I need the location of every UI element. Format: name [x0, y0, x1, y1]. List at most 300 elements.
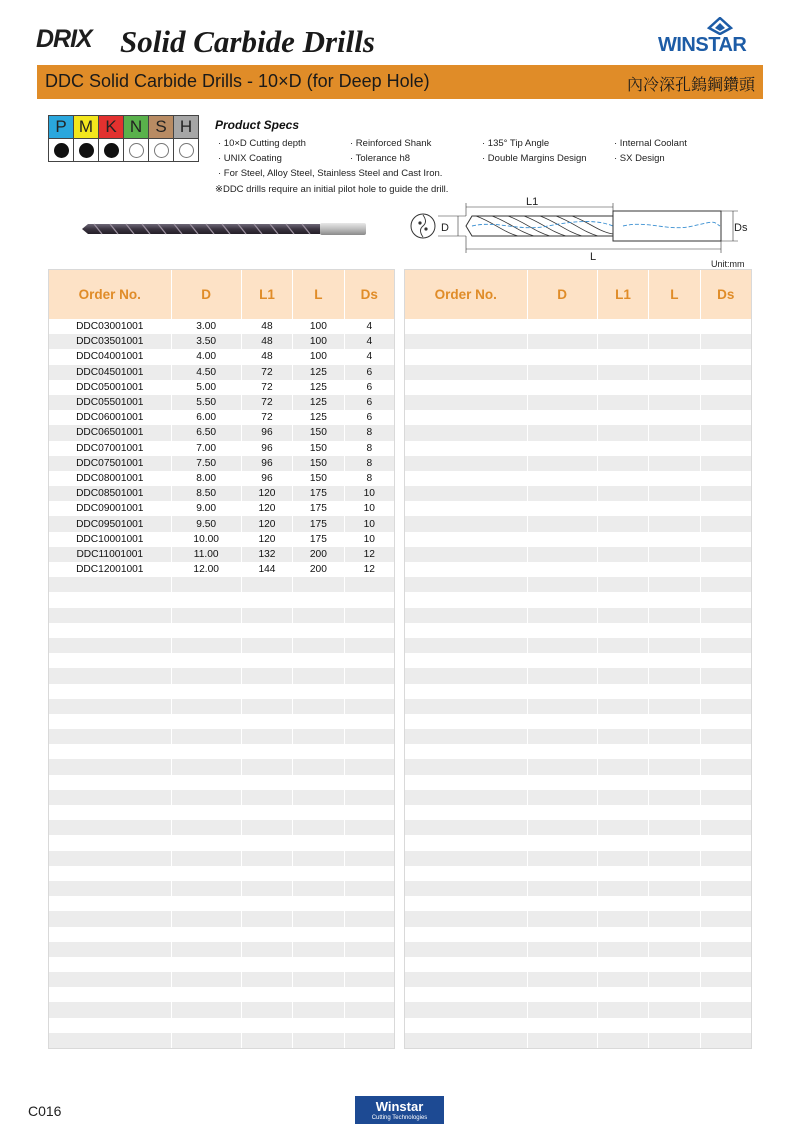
column-header: D [172, 270, 242, 319]
table-cell [345, 835, 394, 850]
table-cell [649, 942, 700, 957]
table-cell: DDC07001001 [49, 441, 172, 456]
table-cell [405, 425, 528, 440]
table-row [49, 1002, 394, 1017]
table-cell [172, 668, 242, 683]
table-row [49, 972, 394, 987]
table-cell [345, 592, 394, 607]
table-row [49, 319, 394, 334]
table-row [405, 972, 751, 987]
table-row [405, 987, 751, 1002]
table-row [405, 547, 751, 562]
table-row [49, 547, 394, 562]
table-cell: 4.00 [172, 349, 242, 364]
table-cell [172, 942, 242, 957]
table-cell [598, 380, 649, 395]
table-cell [528, 577, 598, 592]
winstar-logo-text: WINSTAR [658, 34, 747, 56]
table-row [49, 349, 394, 364]
table-cell [172, 820, 242, 835]
table-cell [528, 896, 598, 911]
table-cell [701, 790, 751, 805]
table-cell [598, 562, 649, 577]
banner-title: DDC Solid Carbide Drills - 10×D (for Deep Hole) [45, 71, 430, 91]
table-cell [293, 638, 344, 653]
table-cell: 125 [293, 395, 344, 410]
table-cell [649, 365, 700, 380]
unit-label: Unit:mm [711, 259, 745, 269]
table-cell [701, 1018, 751, 1033]
column-header: L [649, 270, 700, 319]
table-row [49, 790, 394, 805]
table-cell [49, 805, 172, 820]
material-label-s: S [149, 116, 174, 139]
spec-item: · Tolerance h8 [350, 153, 411, 164]
table-body-right [405, 319, 751, 1048]
table-cell: 6 [366, 397, 373, 409]
table-cell [242, 851, 293, 866]
table-cell [405, 729, 528, 744]
table-cell [49, 668, 172, 683]
table-cell [701, 851, 751, 866]
table-cell [293, 623, 344, 638]
table-row [405, 592, 751, 607]
table-cell [528, 987, 598, 1002]
table-cell [701, 516, 751, 531]
table-cell [598, 684, 649, 699]
table-cell: 120 [242, 532, 293, 547]
table-cell [49, 638, 172, 653]
table-cell [49, 911, 172, 926]
table-cell [405, 1018, 528, 1033]
table-cell: 150 [293, 471, 344, 486]
table-cell [242, 942, 293, 957]
table-cell [242, 638, 293, 653]
table-row [49, 501, 394, 516]
table-cell [405, 486, 528, 501]
table-cell [242, 972, 293, 987]
table-cell [528, 532, 598, 547]
table-cell [405, 516, 528, 531]
table-cell [649, 532, 700, 547]
material-cell-k [99, 139, 124, 162]
table-cell: DDC03501001 [49, 334, 172, 349]
table-cell [405, 744, 528, 759]
table-cell: DDC05501001 [49, 395, 172, 410]
material-suitability-grid [48, 115, 199, 162]
table-cell [405, 851, 528, 866]
table-cell [242, 987, 293, 1002]
footer-badge-subtitle: Cutting Technologies [371, 1115, 428, 1121]
table-cell: 6.50 [172, 425, 242, 440]
table-cell [701, 896, 751, 911]
table-row [49, 896, 394, 911]
table-cell: 125 [293, 410, 344, 425]
table-cell [649, 790, 700, 805]
table-cell: 120 [242, 501, 293, 516]
table-cell: 6 [366, 366, 373, 378]
table-cell [242, 927, 293, 942]
table-cell: 8.50 [172, 486, 242, 501]
table-row [49, 851, 394, 866]
table-cell [49, 896, 172, 911]
table-cell [701, 866, 751, 881]
table-cell [172, 729, 242, 744]
page-title: Solid Carbide Drills [120, 24, 375, 59]
table-cell: 175 [293, 516, 344, 531]
table-cell [701, 881, 751, 896]
table-cell [649, 441, 700, 456]
table-cell: 96 [242, 425, 293, 440]
winstar-emblem-icon [658, 17, 766, 35]
table-cell: 48 [242, 349, 293, 364]
material-label-p: P [49, 116, 74, 139]
table-row [49, 608, 394, 623]
table-cell [528, 608, 598, 623]
diagram-label-d: D [441, 222, 449, 234]
table-cell [293, 608, 344, 623]
table-cell [598, 790, 649, 805]
table-cell [649, 759, 700, 774]
table-cell: 72 [242, 365, 293, 380]
table-cell [242, 653, 293, 668]
table-cell [701, 775, 751, 790]
table-cell [649, 501, 700, 516]
table-cell [49, 729, 172, 744]
table-cell [345, 805, 394, 820]
table-cell [293, 911, 344, 926]
table-cell [242, 775, 293, 790]
table-cell [405, 562, 528, 577]
table-cell [598, 486, 649, 501]
table-row [405, 699, 751, 714]
table-cell [701, 927, 751, 942]
table-cell: 12 [363, 564, 375, 576]
table-cell [172, 805, 242, 820]
filled-circle-icon [79, 143, 94, 158]
table-cell [528, 927, 598, 942]
table-cell [649, 729, 700, 744]
table-cell [345, 881, 394, 896]
table-cell [293, 744, 344, 759]
table-row [49, 623, 394, 638]
table-cell [649, 380, 700, 395]
table-cell [405, 532, 528, 547]
table-cell [405, 775, 528, 790]
table-cell: 96 [242, 441, 293, 456]
table-cell [701, 805, 751, 820]
table-row [49, 942, 394, 957]
table-row [405, 638, 751, 653]
table-cell: 8 [366, 427, 373, 439]
table-cell [405, 790, 528, 805]
table-cell [345, 866, 394, 881]
table-cell [172, 851, 242, 866]
table-cell [405, 608, 528, 623]
table-cell [598, 851, 649, 866]
material-label-h: H [174, 116, 199, 139]
table-row [49, 881, 394, 896]
table-cell [172, 866, 242, 881]
column-header: L1 [598, 270, 649, 319]
table-cell [345, 957, 394, 972]
table-cell [528, 972, 598, 987]
table-row [405, 456, 751, 471]
table-cell [528, 516, 598, 531]
table-cell [293, 820, 344, 835]
table-cell [598, 744, 649, 759]
table-cell [172, 896, 242, 911]
table-cell [528, 501, 598, 516]
table-row [405, 729, 751, 744]
table-cell: 72 [242, 410, 293, 425]
table-cell [405, 668, 528, 683]
table-cell: 8.00 [172, 471, 242, 486]
spec-item: · 135° Tip Angle [482, 138, 550, 149]
table-row [405, 349, 751, 364]
table-cell [598, 365, 649, 380]
table-cell [528, 851, 598, 866]
table-cell: 96 [242, 471, 293, 486]
table-cell [49, 851, 172, 866]
table-cell: 150 [293, 456, 344, 471]
table-cell [345, 1002, 394, 1017]
table-row [405, 881, 751, 896]
table-cell [701, 942, 751, 957]
table-cell [405, 820, 528, 835]
table-row [405, 395, 751, 410]
table-cell [701, 729, 751, 744]
table-cell [598, 349, 649, 364]
table-cell [345, 684, 394, 699]
table-row [405, 805, 751, 820]
table-cell: 132 [242, 547, 293, 562]
table-row [405, 668, 751, 683]
spec-item: · Double Margins Design [482, 153, 587, 164]
table-cell [701, 365, 751, 380]
table-cell [405, 1033, 528, 1048]
table-cell [528, 592, 598, 607]
table-row [405, 516, 751, 531]
page-number: C016 [28, 1103, 62, 1119]
table-cell: 5.50 [172, 395, 242, 410]
table-cell: 72 [242, 395, 293, 410]
table-row [405, 501, 751, 516]
table-cell [598, 456, 649, 471]
table-cell [649, 775, 700, 790]
spec-item: · 10×D Cutting depth [218, 138, 306, 149]
table-cell [293, 1018, 344, 1033]
table-cell: 120 [242, 486, 293, 501]
table-row [405, 790, 751, 805]
table-cell [598, 759, 649, 774]
table-cell [598, 425, 649, 440]
table-cell [528, 729, 598, 744]
table-cell [598, 653, 649, 668]
table-row [405, 623, 751, 638]
table-cell [701, 319, 751, 334]
table-cell: DDC11001001 [49, 547, 172, 562]
table-cell [405, 441, 528, 456]
table-cell [598, 881, 649, 896]
table-cell [528, 410, 598, 425]
table-row [405, 775, 751, 790]
table-cell: DDC06001001 [49, 410, 172, 425]
table-cell [598, 775, 649, 790]
table-cell [293, 835, 344, 850]
table-cell [345, 638, 394, 653]
table-row [49, 668, 394, 683]
table-cell [598, 820, 649, 835]
table-row [49, 380, 394, 395]
table-cell [528, 653, 598, 668]
table-cell [49, 942, 172, 957]
table-cell [528, 699, 598, 714]
table-cell [293, 987, 344, 1002]
table-cell [701, 334, 751, 349]
table-row [405, 942, 751, 957]
table-cell [293, 577, 344, 592]
table-cell [598, 577, 649, 592]
table-cell [701, 972, 751, 987]
table-cell [649, 911, 700, 926]
table-cell [293, 714, 344, 729]
table-cell [242, 1033, 293, 1048]
table-cell: 125 [293, 380, 344, 395]
table-cell [345, 972, 394, 987]
table-cell [598, 395, 649, 410]
table-cell [598, 471, 649, 486]
spec-item: · UNIX Coating [218, 153, 282, 164]
table-cell [49, 1033, 172, 1048]
table-cell [49, 820, 172, 835]
table-cell: DDC08001001 [49, 471, 172, 486]
table-cell [345, 699, 394, 714]
table-cell: 10 [363, 533, 375, 545]
table-cell [649, 668, 700, 683]
table-row [405, 684, 751, 699]
material-cell-n [124, 139, 149, 162]
table-cell [242, 684, 293, 699]
table-cell [649, 805, 700, 820]
banner-chinese-title: 內冷深孔鎢鋼鑽頭 [626, 77, 755, 94]
table-cell: 48 [242, 334, 293, 349]
spec-table-right [404, 269, 752, 1049]
table-cell [405, 927, 528, 942]
table-cell [701, 638, 751, 653]
table-cell [405, 334, 528, 349]
table-cell [242, 759, 293, 774]
material-cell-p [49, 139, 74, 162]
table-cell: 200 [293, 562, 344, 577]
table-cell [49, 759, 172, 774]
table-row [49, 866, 394, 881]
table-cell [701, 395, 751, 410]
table-cell [242, 729, 293, 744]
column-header: Ds [717, 287, 735, 302]
table-cell [172, 577, 242, 592]
table-cell: 100 [293, 334, 344, 349]
table-row [49, 759, 394, 774]
table-cell [701, 425, 751, 440]
table-cell [701, 577, 751, 592]
table-cell [293, 805, 344, 820]
table-cell: 7.50 [172, 456, 242, 471]
table-cell [405, 987, 528, 1002]
diagram-label-ds: Ds [734, 222, 748, 234]
table-row [405, 471, 751, 486]
table-cell: 8 [366, 457, 373, 469]
material-label-k: K [99, 116, 124, 139]
table-cell [345, 623, 394, 638]
table-cell [405, 759, 528, 774]
table-cell [405, 835, 528, 850]
table-cell: 3.50 [172, 334, 242, 349]
table-row [405, 820, 751, 835]
table-cell [345, 668, 394, 683]
table-row [405, 577, 751, 592]
table-cell [345, 775, 394, 790]
table-cell [598, 532, 649, 547]
table-cell: DDC04001001 [49, 349, 172, 364]
table-cell [701, 608, 751, 623]
table-cell [242, 957, 293, 972]
table-cell: 100 [293, 349, 344, 364]
table-cell [649, 957, 700, 972]
table-cell [49, 1018, 172, 1033]
table-row [405, 759, 751, 774]
table-cell: DDC07501001 [49, 456, 172, 471]
table-cell: 12 [363, 548, 375, 560]
table-cell: 10 [363, 488, 375, 500]
table-cell [242, 805, 293, 820]
table-row [49, 532, 394, 547]
table-row [405, 714, 751, 729]
table-cell [598, 972, 649, 987]
table-cell [345, 942, 394, 957]
table-cell: DDC09501001 [49, 516, 172, 531]
table-cell [242, 608, 293, 623]
table-cell [172, 775, 242, 790]
column-header: L1 [242, 270, 293, 319]
column-header: Order No. [49, 270, 172, 319]
table-cell [172, 881, 242, 896]
table-cell [528, 471, 598, 486]
table-cell [172, 623, 242, 638]
table-cell [528, 456, 598, 471]
table-cell [528, 881, 598, 896]
table-cell [293, 881, 344, 896]
table-row [49, 486, 394, 501]
table-cell [293, 592, 344, 607]
table-row [405, 911, 751, 926]
table-cell [528, 805, 598, 820]
table-cell [172, 835, 242, 850]
drill-photo-image [80, 218, 370, 240]
table-row [405, 380, 751, 395]
table-cell [649, 623, 700, 638]
table-cell: 120 [242, 516, 293, 531]
table-cell [701, 684, 751, 699]
table-cell [649, 699, 700, 714]
table-cell [598, 592, 649, 607]
table-cell [49, 592, 172, 607]
table-cell [701, 623, 751, 638]
table-cell [649, 471, 700, 486]
empty-circle-icon [179, 143, 194, 158]
table-cell: 48 [242, 319, 293, 334]
table-row [49, 805, 394, 820]
